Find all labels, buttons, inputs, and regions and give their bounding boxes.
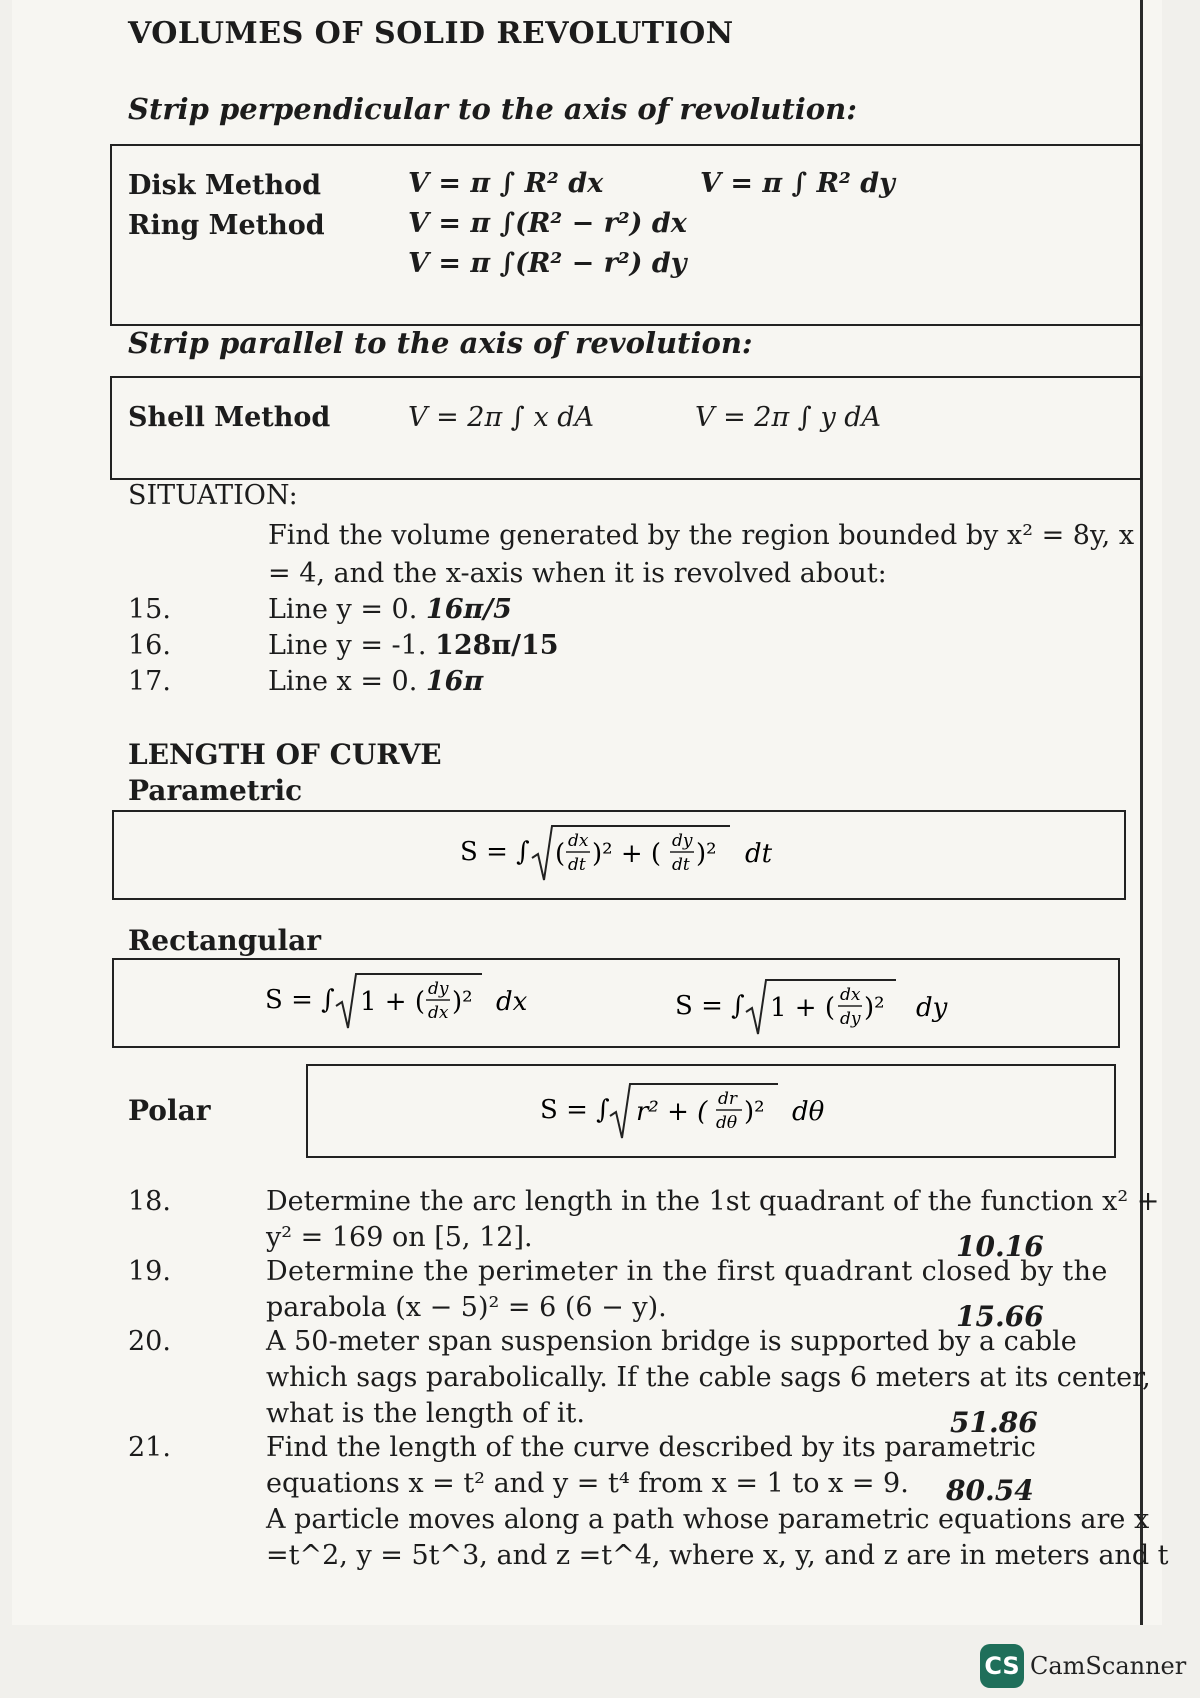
shell-formula-x: V = 2π ∫ x dA bbox=[408, 402, 595, 433]
formula-prefix: S = ∫ bbox=[675, 991, 745, 1021]
page-title: VOLUMES OF SOLID REVOLUTION bbox=[128, 16, 734, 51]
polar-formula bbox=[530, 1072, 860, 1150]
problem-number: 18. bbox=[128, 1186, 171, 1217]
svg-text:dy: dy bbox=[428, 979, 449, 999]
svg-text:1 + (: 1 + ( bbox=[360, 987, 425, 1017]
svg-text:)²: )² bbox=[744, 1097, 765, 1127]
svg-text:dx: dx bbox=[568, 831, 589, 851]
item-number: 15. bbox=[128, 594, 171, 625]
problem-text: Find the length of the curve described by its parametric bbox=[266, 1432, 1036, 1463]
parametric-label: Parametric bbox=[128, 774, 303, 807]
svg-text:dθ: dθ bbox=[716, 1113, 738, 1133]
parametric-formula bbox=[440, 818, 800, 892]
item-number: 17. bbox=[128, 666, 171, 697]
svg-text:)² + (: )² + ( bbox=[592, 839, 662, 869]
differential: dy bbox=[916, 993, 948, 1023]
ring-formula-dx: V = π ∫(R² − r²) dx bbox=[408, 208, 687, 239]
problem-text: A particle moves along a path whose parametric equations are x bbox=[266, 1504, 1150, 1535]
rectangular-label: Rectangular bbox=[128, 924, 322, 957]
problem-answer: 10.16 bbox=[956, 1230, 1044, 1263]
svg-text:dr: dr bbox=[718, 1089, 738, 1109]
ring-method-label: Ring Method bbox=[128, 210, 325, 241]
problem-number: 20. bbox=[128, 1326, 171, 1357]
problem-answer: 51.86 bbox=[950, 1406, 1038, 1439]
formula-prefix: S = ∫ bbox=[460, 837, 530, 867]
svg-text:dt: dt bbox=[568, 855, 586, 875]
disk-formula-dx: V = π ∫ R² dx bbox=[408, 168, 604, 199]
svg-text:dy: dy bbox=[840, 1009, 861, 1029]
problem-text: what is the length of it. bbox=[266, 1398, 585, 1429]
camscanner-logo: CS bbox=[980, 1644, 1024, 1688]
problem-text: parabola (x − 5)² = 6 (6 − y). bbox=[266, 1292, 667, 1323]
item-answer: 16π/5 bbox=[425, 594, 512, 625]
camscanner-text: CamScanner bbox=[1030, 1652, 1187, 1680]
problem-number: 21. bbox=[128, 1432, 171, 1463]
problem-text: equations x = t² and y = t⁴ from x = 1 to x = 9. bbox=[266, 1468, 909, 1499]
item-question: Line y = -1. 128π/15 bbox=[268, 630, 559, 661]
situation-text-1: Find the volume generated by the region bounded by x² = 8y, x bbox=[268, 520, 1135, 551]
differential: dθ bbox=[792, 1097, 825, 1127]
rectangular-formula-dy bbox=[660, 968, 970, 1046]
situation-label: SITUATION: bbox=[128, 480, 298, 511]
svg-text:dx: dx bbox=[840, 985, 861, 1005]
svg-text:)²: )² bbox=[452, 987, 473, 1017]
item-answer: 128π/15 bbox=[435, 630, 559, 661]
differential: dt bbox=[745, 839, 773, 869]
problem-text: =t^2, y = 5t^3, and z =t^4, where x, y, and z are in meters and t bbox=[266, 1540, 1169, 1571]
length-heading: LENGTH OF CURVE bbox=[128, 738, 442, 771]
problem-text: Determine the perimeter in the first quadrant closed by the bbox=[266, 1256, 1108, 1287]
svg-text:(: ( bbox=[555, 839, 566, 869]
item-number: 16. bbox=[128, 630, 171, 661]
problem-text: y² = 169 on [5, 12]. bbox=[266, 1222, 533, 1253]
svg-text:dx: dx bbox=[428, 1003, 449, 1023]
polar-label: Polar bbox=[128, 1094, 211, 1127]
problem-number: 19. bbox=[128, 1256, 171, 1287]
disk-formula-dy: V = π ∫ R² dy bbox=[700, 168, 895, 199]
parallel-heading: Strip parallel to the axis of revolution: bbox=[128, 326, 753, 360]
rectangular-formula-dx bbox=[250, 962, 550, 1040]
shell-method-label: Shell Method bbox=[128, 402, 331, 433]
disk-method-label: Disk Method bbox=[128, 170, 322, 201]
problem-answer: 80.54 bbox=[946, 1474, 1034, 1507]
shell-formula-y: V = 2π ∫ y dA bbox=[695, 402, 882, 433]
svg-text:)²: )² bbox=[696, 839, 717, 869]
svg-text:dt: dt bbox=[672, 855, 690, 875]
perpendicular-heading: Strip perpendicular to the axis of revolution: bbox=[128, 92, 857, 126]
ring-formula-dy: V = π ∫(R² − r²) dy bbox=[408, 248, 687, 279]
svg-text:r² + (: r² + ( bbox=[636, 1097, 708, 1127]
item-answer: 16π bbox=[425, 666, 484, 697]
problem-answer: 15.66 bbox=[956, 1300, 1044, 1333]
situation-text-2: = 4, and the x-axis when it is revolved about: bbox=[268, 558, 887, 589]
problem-text: Determine the arc length in the 1st quadrant of the function x² + bbox=[266, 1186, 1160, 1217]
problem-text: which sags parabolically. If the cable sags 6 meters at its center, bbox=[266, 1362, 1151, 1393]
differential: dx bbox=[496, 987, 528, 1017]
problem-text: A 50-meter span suspension bridge is supported by a cable bbox=[266, 1326, 1077, 1357]
svg-text:dy: dy bbox=[672, 831, 693, 851]
svg-text:1 + (: 1 + ( bbox=[770, 993, 835, 1023]
item-question: Line x = 0. 16π bbox=[268, 666, 484, 697]
item-question: Line y = 0. 16π/5 bbox=[268, 594, 512, 625]
svg-text:)²: )² bbox=[864, 993, 885, 1023]
formula-prefix: S = ∫ bbox=[265, 985, 335, 1015]
formula-prefix: S = ∫ bbox=[540, 1095, 610, 1125]
